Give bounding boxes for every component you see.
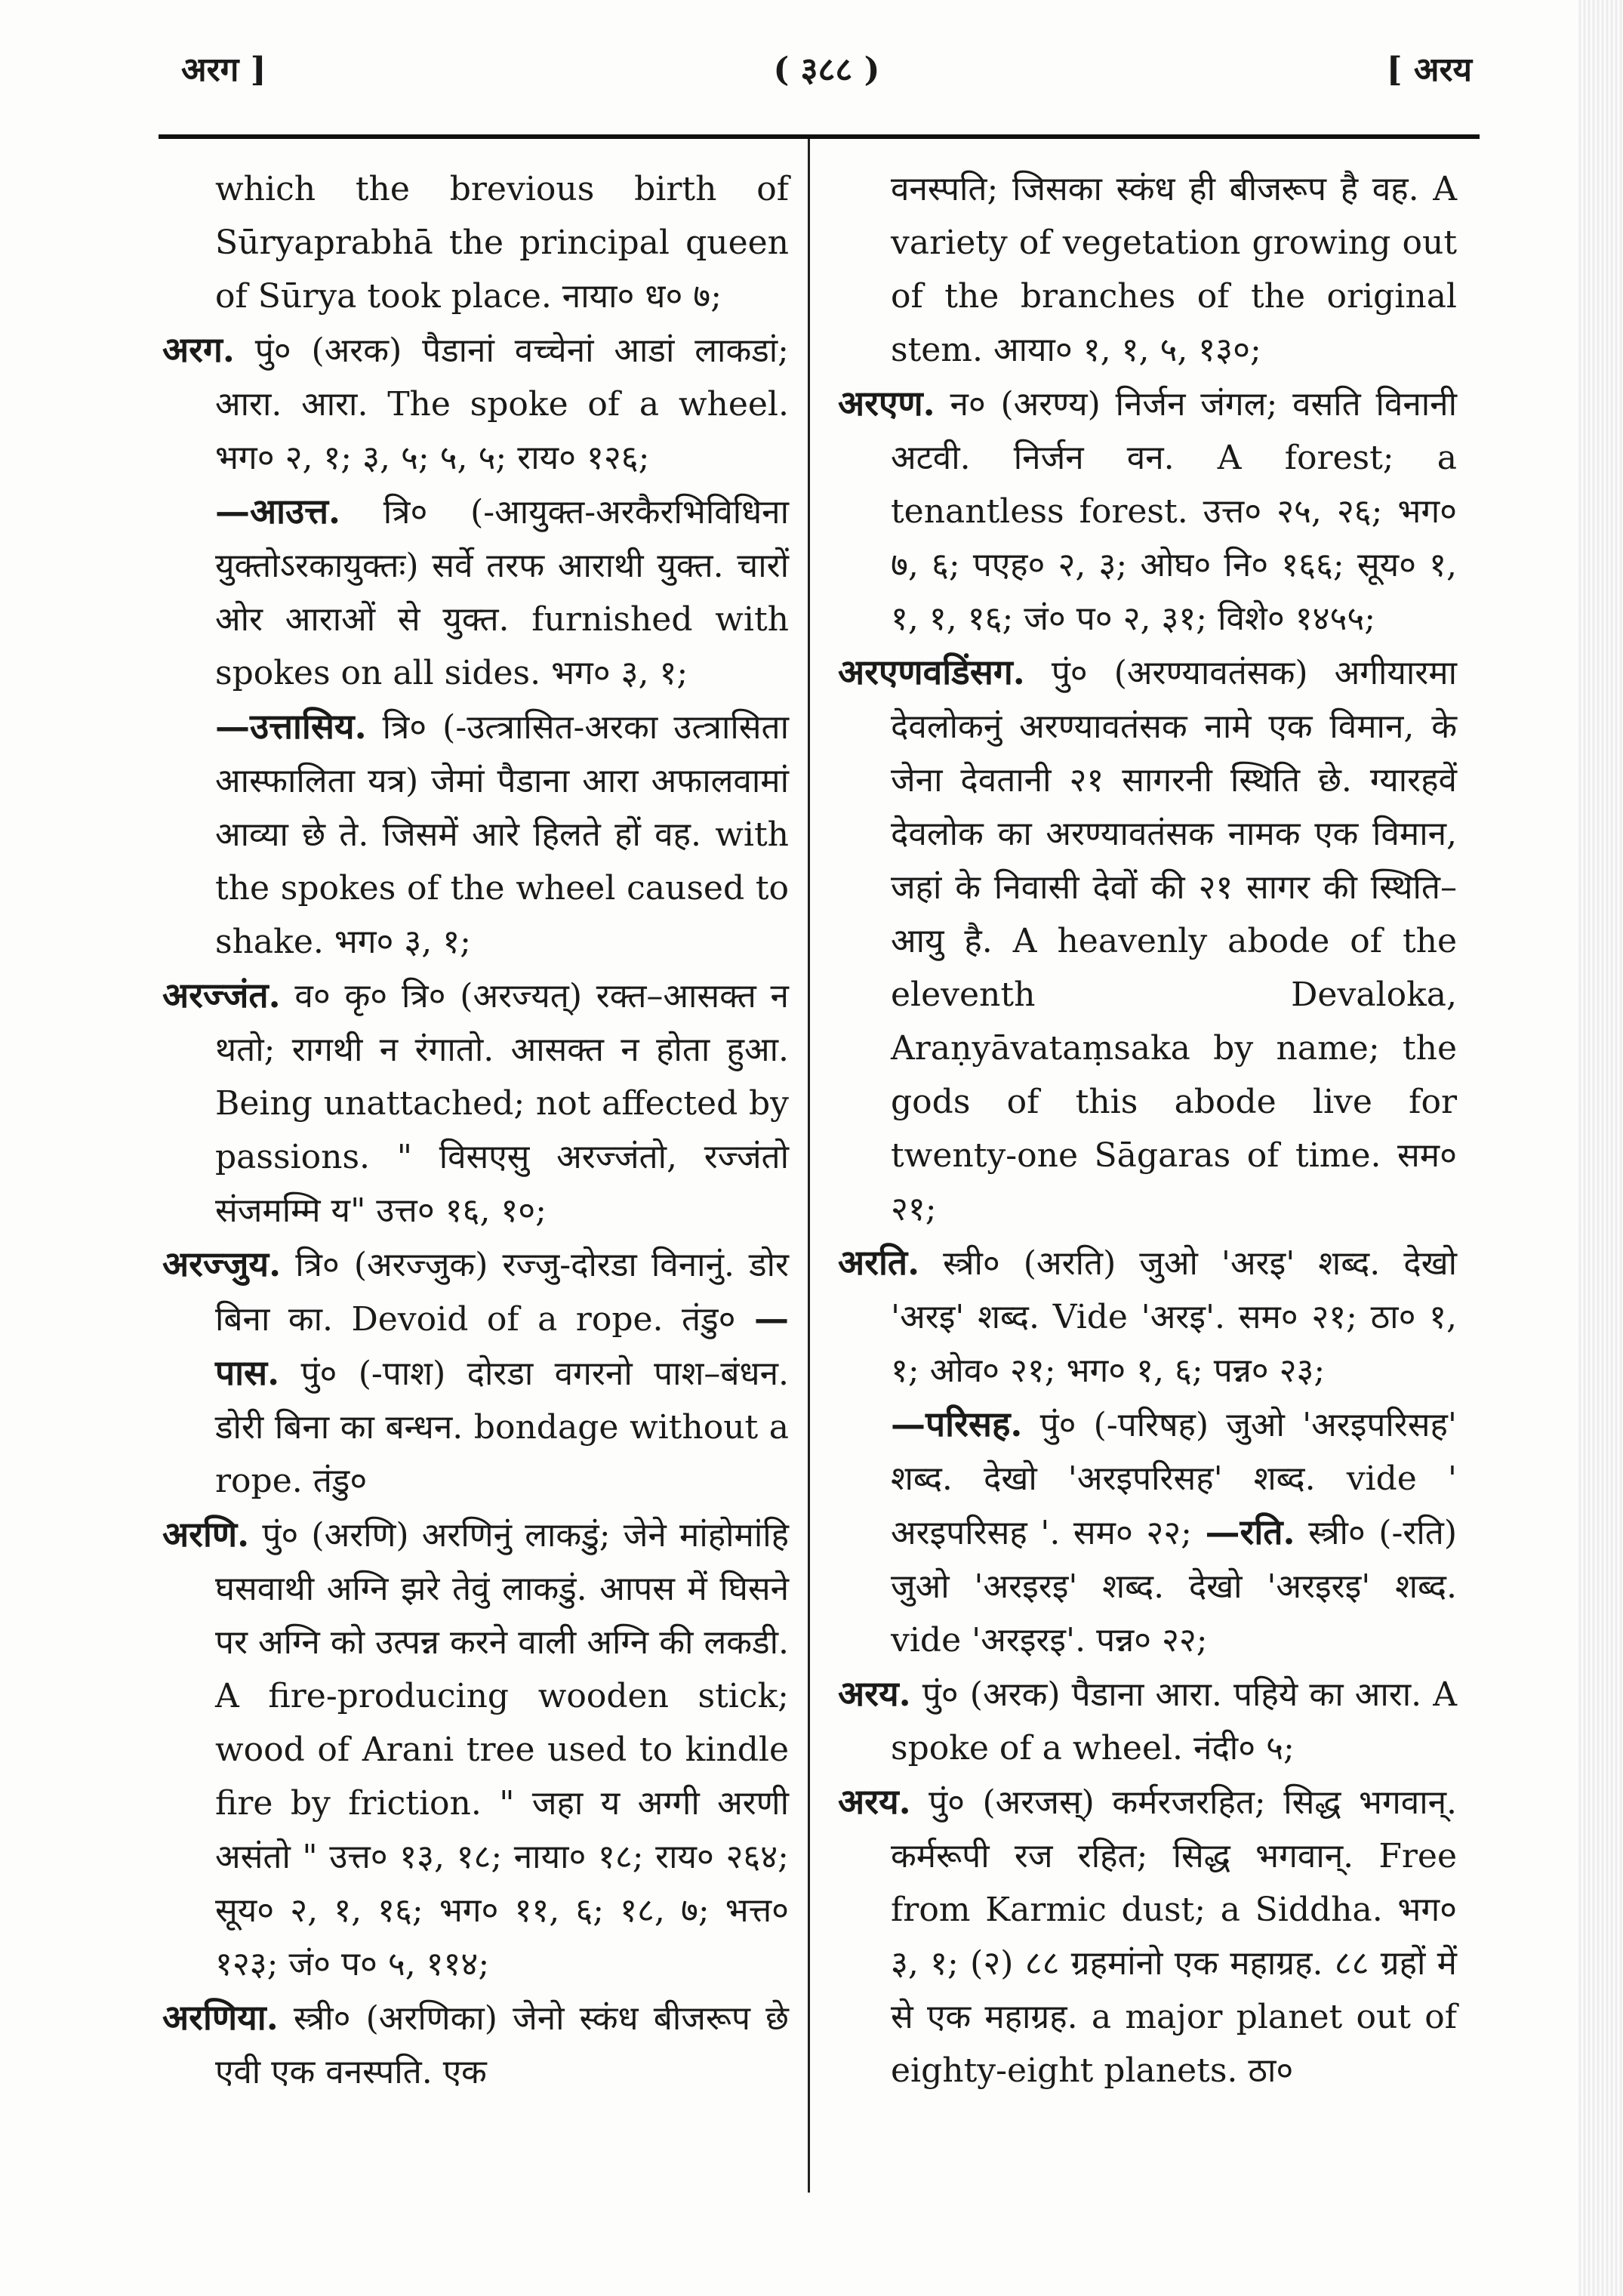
entry-text: त्रि० (-उत्त्रासित-अरका उत्त्रासिता आस्फालिता यत्र) जेमां पैडाना आरा अफालवामां आव्या छे ते. जिसमें आरे हिलते हों वह. with the spokes of the wheel caused to shake. भग० ३, १; [215, 708, 789, 961]
dictionary-subentry [162, 700, 789, 969]
dictionary-entry [162, 1508, 789, 1991]
entry-text: स्त्री० (-रति) जुओ 'अरइरइ' शब्द. देखो 'अरइरइ' शब्द. vide 'अरइरइ'. पन्न० २२; [891, 1514, 1457, 1660]
entry-headword: अरय. [838, 1781, 911, 1822]
entry-text: वनस्पति; जिसका स्कंध ही बीजरूप है वह. A variety of vegetation growing out of the branches of the original stem. आया० १, १, ५, १३०; [891, 170, 1457, 369]
entry-text: पुं० (अरजस्) कर्मरजरहित; सिद्ध भगवान्. कर्मरूपी रज रहित; सिद्ध भगवान्. Free from Karmic dust; a Siddha. भग० ३, १; (२) ८८ ग्रहमांनो एक महाग्रह. ८८ ग्रहों में से एक महाग्रह. a major planet out of eighty-eight planets. ठा० [891, 1783, 1457, 2090]
dictionary-subentry [838, 1398, 1457, 1667]
dictionary-entry [838, 377, 1457, 646]
entry-text: which the brevious birth of Sūryaprabhā the principal queen of Sūrya took place. नाया० ध० ७; [215, 170, 789, 316]
entry-headword: अरएण. [838, 383, 935, 424]
entry-headword: अरग. [162, 329, 235, 370]
entry-headword: अरय. [838, 1673, 911, 1714]
entry-headword: अरणिया. [162, 1997, 279, 2038]
entry-text: त्रि० (-आयुक्त-अरकैरभिविधिना युक्तोऽरकायुक्तः) सर्वे तरफ आराथी युक्त. चारों ओर आराओं से युक्त. furnished with spokes on all sides. भग० ३, १; [215, 493, 789, 692]
entry-headword: अरणि. [162, 1514, 250, 1555]
entry-headword: —रति. [1205, 1512, 1295, 1552]
page-edge-shadow [1578, 0, 1623, 2296]
entry-text: न० (अरण्य) निर्जन जंगल; वसति विनानी अटवी. निर्जन वन. A forest; a tenantless forest. उत्त० २५, २६; भग० ७, ६; पएह० २, ३; ओघ० नि० १६६; सूय० १, १, १, १६; जं० प० २, ३१; विशे० १४५५; [891, 385, 1457, 638]
page-number: ( ३८८ ) [773, 51, 880, 89]
entry-continuation [838, 162, 1457, 377]
entry-headword: —परिसह. [891, 1404, 1023, 1444]
header-right-guideword: [ अरय [1386, 51, 1472, 89]
dictionary-subentry [162, 485, 789, 700]
entry-headword: —पास. [215, 1298, 789, 1393]
entry-headword: —आउत्त. [215, 491, 341, 532]
entry-text: पुं० (अरक) पैडानां वच्चेनां आडां लाकडां; आरा. आरा. The spoke of a wheel. भग० २, १; ३, ५; ५, ५; राय० १२६; [215, 331, 789, 477]
entry-text: पुं० (अरण्यावतंसक) अगीयारमा देवलोकनुं अरण्यावतंसक नामे एक विमान, के जेना देवतानी २१ सागरनी स्थिति छे. ग्यारहवें देवलोक का अरण्यावतंसक नामक एक विमान, जहां के निवासी देवों की २१ सागर की स्थिति–आयु है. A heavenly abode of the eleventh Devaloka, Araṇyāvataṃsaka by name; the gods of this abode live for twenty-one Sāgaras of time. सम० २१; [891, 654, 1457, 1228]
entry-text: पुं० (अरणि) अरणिनुं लाकडुं; जेने मांहोमांहि घसवाथी अग्नि झरे तेवुं लाकडुं. आपस में घिसने पर अग्नि को उत्पन्न करने वाली अग्नि की लकडी. A fire-producing wooden stick; wood of Arani tree used to kindle fire by friction. " जहा य अग्गी अरणी असंतो " उत्त० १३, १८; नाया० १८; राय० २६४; सूय० २, १, १६; भग० ११, ६; १८, ७; भत्त० १२३; जं० प० ५, ११४; [215, 1516, 789, 1983]
left-column [162, 162, 789, 2099]
entry-text: पुं० (अरक) पैडाना आरा. पहिये का आरा. A spoke of a wheel. नंदी० ५; [891, 1675, 1457, 1767]
right-column [838, 162, 1457, 2097]
entry-text: त्रि० (अरज्जुक) रज्जु-दोरडा विनानुं. डोर बिना का. Devoid of a rope. तंडु० [215, 1246, 789, 1339]
dictionary-entry [838, 1236, 1457, 1398]
column-divider [808, 139, 810, 2193]
dictionary-entry [838, 1667, 1457, 1775]
dictionary-entry [162, 969, 789, 1237]
entry-text: पुं० (-परिषह) जुओ 'अरइपरिसह' शब्द. देखो 'अरइपरिसह' शब्द. vide ' अरइपरिसह '. सम० २२; [891, 1406, 1457, 1552]
entry-text: पुं० (-पाश) दोरडा वगरनो पाश–बंधन. डोरी बिना का बन्धन. bondage without a rope. तंडु० [215, 1354, 789, 1500]
dictionary-entry [838, 646, 1457, 1236]
header-left-guideword: अरग ] [181, 51, 266, 89]
page-header [181, 45, 1472, 106]
entry-text: स्त्री० (अरणिका) जेनो स्कंध बीजरूप छे एवी एक वनस्पति. एक [215, 1999, 789, 2091]
entry-headword: अरएणवडिंसग. [838, 652, 1025, 692]
entry-text: स्त्री० (अरति) जुओ 'अरइ' शब्द. देखो 'अरइ' शब्द. Vide 'अरइ'. सम० २१; ठा० १, १; ओव० २१; भग० १, ६; पन्न० २३; [891, 1244, 1457, 1390]
entry-headword: अरति. [838, 1242, 920, 1283]
entry-continuation [162, 162, 789, 323]
header-rule [159, 134, 1480, 139]
entry-headword: अरज्जुय. [162, 1244, 282, 1284]
dictionary-entry [838, 1775, 1457, 2097]
dictionary-entry [162, 1991, 789, 2099]
dictionary-entry [162, 1237, 789, 1508]
entry-headword: —उत्तासिय. [215, 706, 367, 747]
entry-headword: अरज्जंत. [162, 975, 281, 1015]
dictionary-entry [162, 323, 789, 485]
entry-text: व० कृ० त्रि० (अरज्यत्) रक्त–आसक्त न थतो; रागथी न रंगातो. आसक्त न होता हुआ. Being unattached; not affected by passions. " विसएसु अरज्जंतो, रज्जंतो संजमम्मि य" उत्त० १६, १०; [215, 977, 789, 1230]
